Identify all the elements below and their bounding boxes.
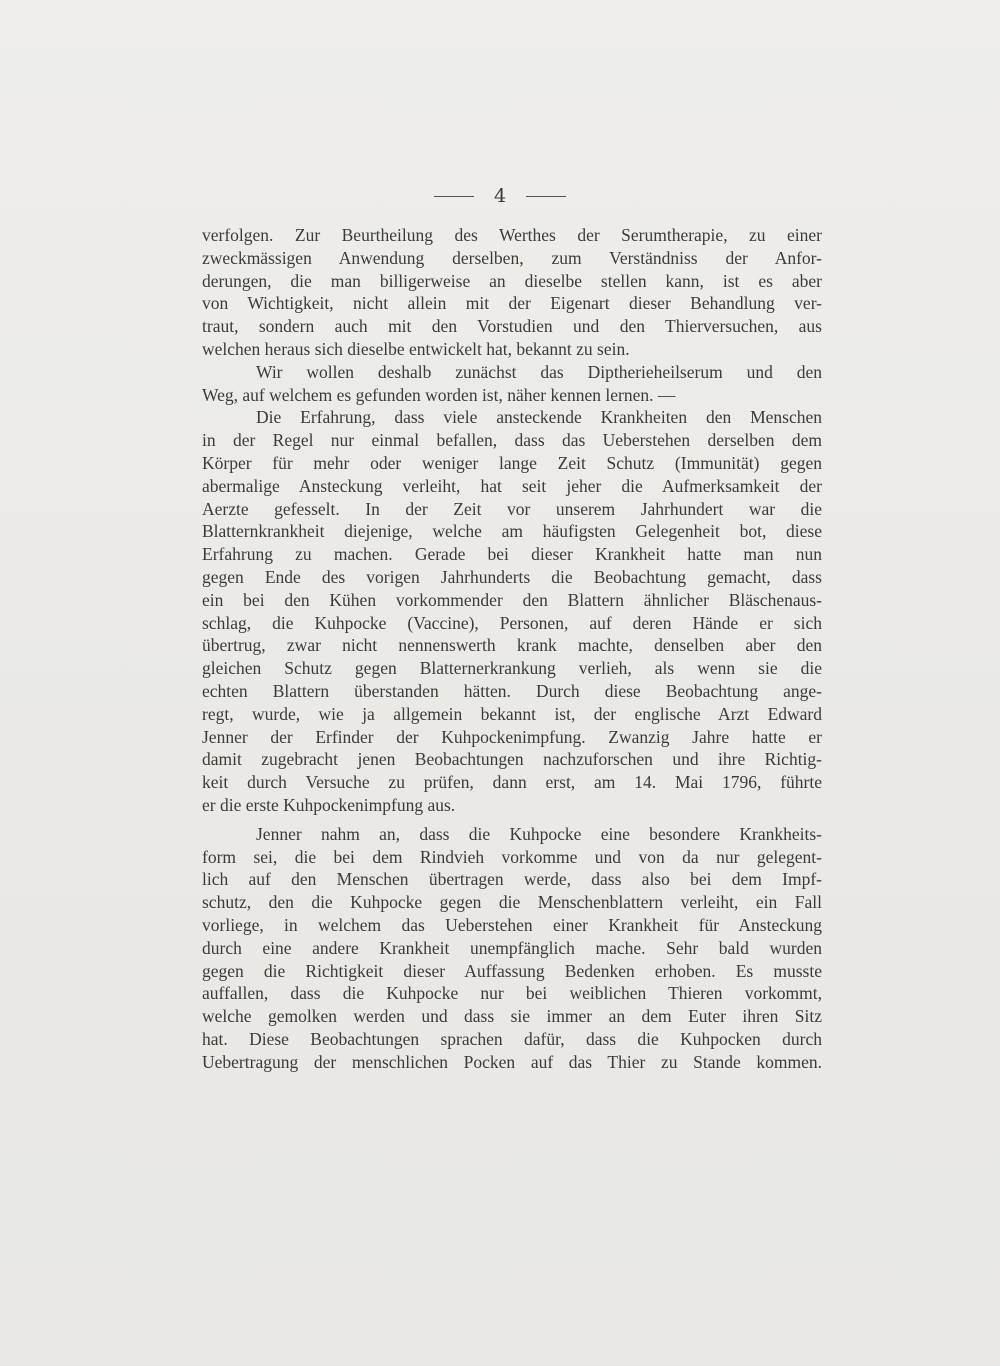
text-line: er die erste Kuhpockenimpfung aus. [202, 794, 456, 815]
text-line: Erfahrung zu machen. Gerade bei dieser Krankheit hatte man nun [202, 544, 822, 565]
text-line: übertrug, zwar nicht nennenswerth krank machte, denselben aber den [202, 635, 822, 656]
text-line: zweckmässigen Anwendung derselben, zum Verständniss der Anfor- [202, 247, 822, 268]
page-header [0, 183, 1000, 209]
text-line: keit durch Versuche zu prüfen, dann erst, am 14. Mai 1796, führte [202, 772, 822, 793]
text-line: gleichen Schutz gegen Blatternerkrankung verlieh, als wenn sie die [202, 658, 822, 679]
text-line: Aerzte gefesselt. In der Zeit vor unserem Jahrhundert war die [202, 498, 822, 519]
text-line: ein bei den Kühen vorkommender den Blattern ähnlicher Bläschenaus- [202, 589, 822, 610]
text-line: in der Regel nur einmal befallen, dass das Ueberstehen derselben dem [202, 430, 822, 451]
header-rule-right [526, 196, 566, 197]
text-line: welche gemolken werden und dass sie immer an dem Euter ihren Sitz [202, 1006, 822, 1027]
text-line: regt, wurde, wie ja allgemein bekannt ist, der englische Arzt Edward [202, 703, 822, 724]
text-line: schutz, den die Kuhpocke gegen die Menschenblattern verleiht, ein Fall [202, 892, 822, 913]
text-line: welchen heraus sich dieselbe entwickelt hat, bekannt zu sein. [202, 338, 630, 359]
page-number: 4 [493, 185, 507, 207]
text-line: Körper für mehr oder weniger lange Zeit Schutz (Immunität) gegen [202, 452, 822, 473]
header-rule-left [434, 196, 474, 197]
text-line: durch eine andere Krankheit unempfänglich mache. Sehr bald wurden [202, 937, 822, 958]
text-line: derungen, die man billigerweise an dieselbe stellen kann, ist es aber [202, 270, 822, 291]
text-line: auffallen, dass die Kuhpocke nur bei weiblichen Thieren vorkommt, [202, 983, 822, 1004]
body-text [202, 224, 822, 1073]
text-line: damit zugebracht jenen Beobachtungen nachzuforschen und ihre Richtig- [202, 749, 822, 770]
text-line: Die Erfahrung, dass viele ansteckende Krankheiten den Menschen [256, 407, 822, 428]
text-line: Jenner nahm an, dass die Kuhpocke eine besondere Krankheits- [256, 823, 822, 844]
text-line: gegen die Richtigkeit dieser Auffassung Bedenken erhoben. Es musste [202, 960, 822, 981]
text-line: schlag, die Kuhpocke (Vaccine), Personen, auf deren Hände er sich [202, 612, 822, 633]
paragraph-2 [202, 361, 822, 407]
text-line: traut, sondern auch mit den Vorstudien und den Thierversuchen, aus [202, 316, 822, 337]
text-line: Weg, auf welchem es gefunden worden ist, näher kennen lernen. — [202, 384, 676, 405]
text-line: verfolgen. Zur Beurtheilung des Werthes der Serumtherapie, zu einer [202, 225, 822, 245]
text-line: hat. Diese Beobachtungen sprachen dafür, dass die Kuhpocken durch [202, 1028, 822, 1049]
text-line: vorliege, in welchem das Ueberstehen einer Krankheit für Ansteckung [202, 914, 822, 935]
text-line: echten Blattern überstanden hätten. Durch diese Beobachtung ange- [202, 680, 822, 701]
text-line: Uebertragung der menschlichen Pocken auf das Thier zu Stande kommen. [202, 1051, 822, 1072]
text-line: form sei, die bei dem Rindvieh vorkomme und von da nur gelegent- [202, 846, 822, 867]
paragraph-4 [202, 823, 822, 1074]
text-line: abermalige Ansteckung verleiht, hat seit jeher die Aufmerksamkeit der [202, 475, 822, 496]
text-line: Wir wollen deshalb zunächst das Diptherieheilserum und den [256, 361, 822, 382]
text-line: gegen Ende des vorigen Jahrhunderts die Beobachtung gemacht, dass [202, 566, 822, 587]
paragraph-3 [202, 406, 822, 816]
text-line: lich auf den Menschen übertragen werde, dass also bei dem Impf- [202, 869, 822, 890]
paragraph-1 [202, 224, 822, 361]
text-line: von Wichtigkeit, nicht allein mit der Eigenart dieser Behandlung ver- [202, 293, 822, 314]
text-line: Jenner der Erfinder der Kuhpockenimpfung. Zwanzig Jahre hatte er [202, 726, 822, 747]
text-line: Blatternkrankheit diejenige, welche am häufigsten Gelegenheit bot, diese [202, 521, 822, 542]
